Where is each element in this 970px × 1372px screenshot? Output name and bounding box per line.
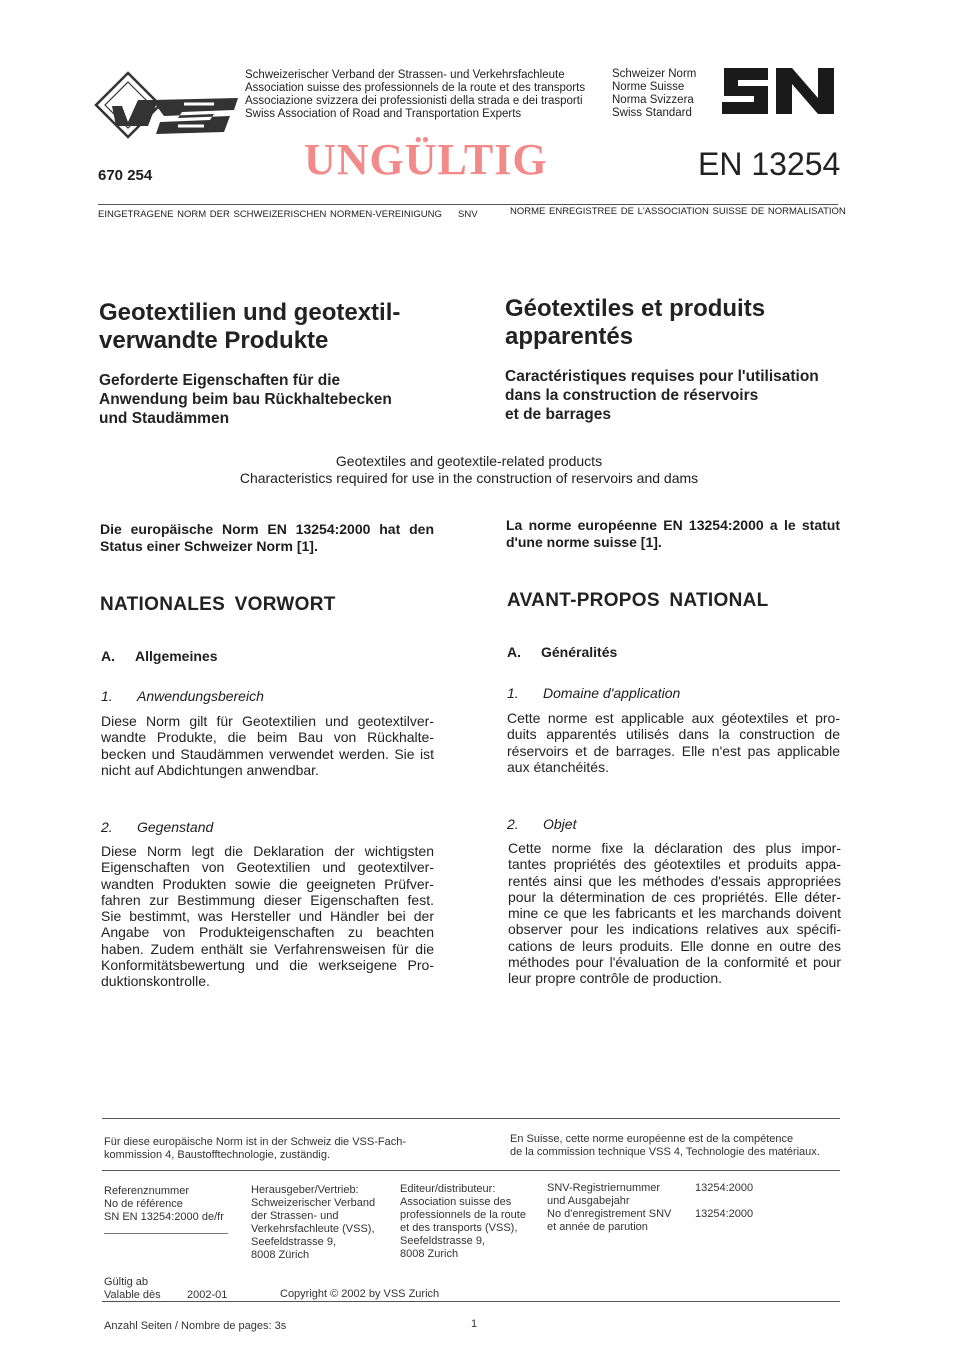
body-line: observer pour les indications relatives aux spécifi- (508, 921, 841, 938)
s1-heading-de (101, 688, 264, 704)
publisher-line: Verkehrsfachleute (VSS), (251, 1223, 375, 1235)
title-de (99, 299, 400, 355)
assoc-line-en: Swiss Association of Road and Transportation Experts (245, 108, 522, 120)
section-a-fr (507, 644, 617, 660)
body-line: Diese Norm gilt für Geotextilien und geotextilver- (101, 713, 434, 729)
competence-line: En Suisse, cette norme européenne est de la compétence (510, 1133, 794, 1145)
publisher-line: 8008 Zürich (251, 1249, 310, 1261)
body-line: pour la détermination de ces propriétés. Elle déter- (508, 888, 841, 905)
status-fr-line: La norme européenne EN 13254:2000 a le statut (506, 517, 840, 533)
body-line: Angabe von Produkteigenschaften zu beachten (101, 924, 434, 941)
status-de-line: Die europäische Norm EN 13254:2000 hat den (100, 521, 434, 537)
publisher-line: et des transports (VSS), (400, 1222, 518, 1234)
body-line: Konformitätsbewertung und die werkseigene Pro- (101, 957, 434, 974)
subtitle-de-line: und Staudämmen (99, 410, 230, 427)
publisher-de (251, 1184, 375, 1262)
sn-logo (718, 62, 838, 120)
section-number: A. (507, 644, 521, 660)
publisher-line: Seefeldstrasse 9, (400, 1235, 485, 1247)
section-number: 1. (507, 685, 519, 701)
status-de-line: Status einer Schweizer Norm [1]. (100, 537, 318, 554)
publisher-line: Editeur/distributeur: (400, 1183, 496, 1195)
subtitle-de (99, 371, 392, 428)
snv-line: No d'enregistrement SNV (547, 1208, 672, 1220)
body-line: cations de leurs produits. Elle donne en outre des (508, 937, 841, 954)
status-fr (506, 517, 840, 550)
publisher-line: Association suisse des (400, 1196, 512, 1208)
snv-line: et année de parution (547, 1221, 648, 1233)
snv-line: und Ausgabejahr (547, 1195, 630, 1207)
body-line: Cette norme fixe la déclaration des plus impor- (508, 840, 841, 856)
foreword-heading-fr: AVANT-PROPOS NATIONAL (507, 590, 769, 611)
body-line: réservoirs et de barrages. Elle n'est pas applicable (507, 742, 840, 759)
vss-logo (94, 70, 244, 140)
footer-bottom-rule (102, 1301, 840, 1302)
subtitle-de-line: Geforderte Eigenschaften für die (99, 372, 341, 389)
valid-label-fr: Valable dès (104, 1289, 161, 1301)
s2-heading-fr (507, 816, 576, 832)
competence-de (104, 1136, 406, 1162)
registry-fr: NORME ENREGISTREE DE L'ASSOCIATION SUISSE DE NORMALISATION (510, 206, 846, 217)
valid-label-de: Gültig ab (104, 1276, 149, 1288)
title-fr-line: Géotextiles et produits (505, 295, 766, 322)
body-line: Diese Norm legt die Deklaration der wichtigsten (101, 843, 434, 859)
body-line: mine ce que les fabricants et les marchands doivent (508, 905, 841, 922)
publisher-line: Schweizerischer Verband (251, 1197, 376, 1209)
section-number: 2. (507, 816, 519, 832)
association-names (245, 69, 585, 121)
snv-line: SNV-Registriernummer (547, 1182, 661, 1194)
title-en-line: Geotextiles and geotextile-related products (335, 453, 603, 469)
body-line: becken und Staudämmen verwendet werden. Sie ist (101, 745, 434, 762)
snv-value: 13254:2000 (695, 1182, 754, 1194)
competence-line: kommission 4, Baustofftechnologie, zuständig. (104, 1149, 331, 1161)
standard-names (612, 68, 696, 120)
invalid-stamp: UNGÜLTIG (304, 135, 548, 184)
sn-logo-icon (718, 62, 838, 120)
reference-rule (104, 1233, 228, 1234)
valid-from (104, 1276, 161, 1302)
section-title: Généralités (541, 644, 618, 660)
title-fr (505, 295, 765, 351)
publisher-line: Seefeldstrasse 9, (251, 1236, 336, 1248)
body-line: haben. Zudem enthält sie Verfahrensweisen für die (101, 940, 434, 957)
foreword-heading-de: NATIONALES VORWORT (100, 594, 336, 615)
page-number: 1 (471, 1318, 478, 1330)
competence-fr (510, 1133, 820, 1159)
registry-snv: SNV (458, 209, 478, 220)
snv-registration (547, 1182, 671, 1234)
competence-line: Für diese europäische Norm ist in der Schweiz die VSS-Fach- (104, 1136, 407, 1148)
std-line-it: Norma Svizzera (612, 94, 694, 106)
reference-block (104, 1185, 224, 1224)
body-line: nicht auf Abdichtungen anwendbar. (101, 761, 319, 778)
s1-body-fr (507, 710, 840, 775)
section-title: Domaine d'application (543, 685, 681, 701)
subtitle-en-line: Characteristics required for use in the construction of reservoirs and dams (239, 470, 699, 486)
body-line: wandte Produkte, die beim Bau von Rückhalte- (101, 729, 434, 746)
doc-number: 670 254 (98, 167, 153, 184)
subtitle-fr-line: Caractéristiques requises pour l'utilisation (505, 368, 819, 385)
subtitle-fr-line: et de barrages (505, 406, 611, 423)
body-line: wandten Produkten sowie die geeigneten Prüfver- (101, 875, 434, 892)
body-line: fahren zur Bestimmung dieser Eigenschaften fest. (101, 891, 434, 908)
ref-label-fr: No de référence (104, 1198, 183, 1210)
status-de (100, 521, 434, 554)
body-line: leur propre contrôle de production. (508, 970, 723, 987)
body-line: Eigenschaften von Geotextilien und geotextilver- (101, 859, 434, 876)
publisher-line: professionnels de la route (400, 1209, 526, 1221)
s1-heading-fr (507, 685, 680, 701)
vss-logo-icon (94, 70, 244, 140)
title-de-line: verwandte Produkte (99, 327, 329, 354)
title-fr-line: apparentés (505, 323, 634, 350)
section-number: 1. (101, 688, 113, 704)
std-line-fr: Norme Suisse (612, 81, 685, 93)
publisher-line: 8008 Zurich (400, 1248, 459, 1260)
s2-heading-de (101, 819, 213, 835)
section-number: 2. (101, 819, 113, 835)
section-title: Objet (543, 816, 577, 832)
body-line: Sie bestimmt, was Hersteller und Händler bei der (101, 908, 434, 925)
competence-line: de la commission technique VSS 4, Technologie des matériaux. (510, 1146, 820, 1158)
publisher-fr (400, 1183, 526, 1261)
snv-value: 13254:2000 (695, 1208, 754, 1220)
ref-label-de: Referenznummer (104, 1185, 189, 1197)
section-title: Anwendungsbereich (137, 688, 264, 704)
assoc-line-fr: Association suisse des professionnels de la route et des transports (245, 82, 586, 94)
s2-body-de (101, 843, 434, 990)
section-number: A. (101, 648, 115, 664)
body-line: aux étanchéités. (507, 758, 609, 775)
std-line-de: Schweizer Norm (612, 68, 697, 80)
assoc-line-de: Schweizerischer Verband der Strassen- und Verkehrsfachleute (245, 69, 565, 81)
section-title: Gegenstand (137, 819, 214, 835)
body-line: duktionskontrolle. (101, 973, 210, 990)
ref-value: SN EN 13254:2000 de/fr (104, 1211, 224, 1223)
s1-body-de (101, 713, 434, 778)
s2-body-fr (508, 840, 841, 987)
body-line: rentés ainsi que les méthodes d'essais appropriées (508, 872, 841, 889)
footer-mid-rule (102, 1170, 840, 1171)
title-de-line: Geotextilien und geotextil- (99, 299, 401, 326)
valid-date: 2002-01 (187, 1289, 228, 1301)
status-fr-line: d'une norme suisse [1]. (506, 533, 662, 550)
subtitle-fr-line: dans la construction de réservoirs (505, 387, 759, 404)
en-number: EN 13254 (698, 146, 841, 182)
assoc-line-it: Associazione svizzera dei professionisti della strada e dei trasporti (245, 95, 583, 107)
subtitle-fr (505, 367, 819, 424)
page-count: Anzahl Seiten / Nombre de pages: 3s (104, 1320, 287, 1332)
body-line: Cette norme est applicable aux géotextiles et pro- (507, 710, 840, 726)
section-title: Allgemeines (135, 648, 218, 664)
copyright: Copyright © 2002 by VSS Zurich (280, 1288, 440, 1300)
registry-de: EINGETRAGENE NORM DER SCHWEIZERISCHEN NORMEN-VEREINIGUNG (98, 209, 442, 220)
footer-top-rule (102, 1118, 840, 1119)
subtitle-de-line: Anwendung beim bau Rückhaltebecken (99, 391, 392, 408)
body-line: méthodes pour l'évaluation de la conformité et pour (508, 954, 841, 971)
std-line-en: Swiss Standard (612, 107, 692, 119)
body-line: tantes propriétés des géotextiles et produits appa- (508, 856, 841, 873)
registry-rule (98, 204, 838, 205)
body-line: duits apparentés utilisés dans la construction de (507, 726, 840, 743)
publisher-line: der Strassen- und (251, 1210, 339, 1222)
section-a-de (101, 648, 217, 664)
publisher-line: Herausgeber/Vertrieb: (251, 1184, 359, 1196)
title-en (0, 453, 938, 487)
